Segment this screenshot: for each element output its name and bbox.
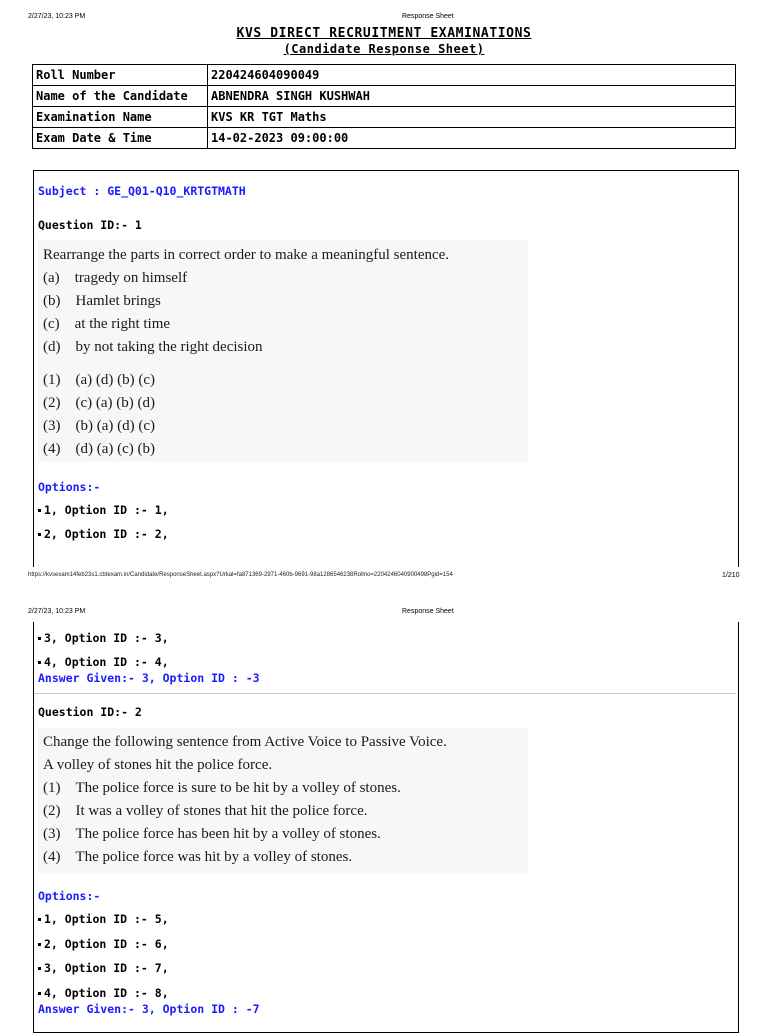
options-heading: Options:- — [38, 480, 101, 494]
question-text: (1) The police force is sure to be hit by a volley of stones. — [43, 780, 401, 796]
option-item — [38, 961, 169, 975]
question-text: (4) (d) (a) (c) (b) — [43, 441, 156, 457]
option-item — [38, 937, 169, 951]
option-text: 1, Option ID :- 1, — [44, 503, 169, 517]
question-id: Question ID:- 2 — [38, 705, 142, 719]
bullet-icon — [38, 637, 41, 640]
option-item — [38, 631, 169, 645]
bullet-icon — [38, 509, 41, 512]
question-text: (1) (a) (d) (b) (c) — [43, 372, 156, 388]
option-text: 4, Option ID :- 4, — [44, 655, 169, 669]
option-item — [38, 527, 169, 541]
question-text: Change the following sentence from Active Voice to Passive Voice. — [43, 734, 447, 750]
info-value: 220424604090049 — [208, 65, 736, 86]
option-text: 4, Option ID :- 8, — [44, 986, 169, 1000]
question-text: (a) tragedy on himself — [43, 270, 188, 286]
info-label: Name of the Candidate — [33, 86, 208, 107]
info-label: Examination Name — [33, 107, 208, 128]
question-text: A volley of stones hit the police force. — [43, 757, 273, 773]
question-text: (2) It was a volley of stones that hit the police force. — [43, 803, 368, 819]
subject-heading: Subject : GE_Q01-Q10_KRTGTMATH — [38, 184, 246, 198]
option-item — [38, 655, 169, 669]
print-date: 2/27/23, 10:23 PM — [28, 608, 86, 615]
print-title: Response Sheet — [402, 13, 454, 20]
table-row — [33, 128, 736, 149]
sheet-subtitle: (Candidate Response Sheet) — [283, 42, 485, 56]
question-text: (c) at the right time — [43, 316, 171, 332]
question-text: (3) (b) (a) (d) (c) — [43, 418, 156, 434]
table-row — [33, 107, 736, 128]
info-value: KVS KR TGT Maths — [208, 107, 736, 128]
option-item — [38, 503, 169, 517]
bullet-icon — [38, 661, 41, 664]
print-date: 2/27/23, 10:23 PM — [28, 13, 86, 20]
option-text: 2, Option ID :- 6, — [44, 937, 169, 951]
question-text: (b) Hamlet brings — [43, 293, 161, 309]
question-id: Question ID:- 1 — [38, 218, 142, 232]
info-value: 14-02-2023 09:00:00 — [208, 128, 736, 149]
question-text: (d) by not taking the right decision — [43, 339, 263, 355]
question-divider — [34, 693, 736, 694]
option-item — [38, 912, 169, 926]
option-text: 3, Option ID :- 3, — [44, 631, 169, 645]
candidate-info-table — [32, 64, 736, 149]
answer-given: Answer Given:- 3, Option ID : -7 — [38, 1002, 260, 1016]
options-heading: Options:- — [38, 889, 101, 903]
option-text: 2, Option ID :- 2, — [44, 527, 169, 541]
table-row — [33, 65, 736, 86]
bullet-icon — [38, 943, 41, 946]
bullet-icon — [38, 967, 41, 970]
question-text: Rearrange the parts in correct order to make a meaningful sentence. — [43, 247, 450, 263]
table-row — [33, 86, 736, 107]
option-text: 1, Option ID :- 5, — [44, 912, 169, 926]
option-item — [38, 986, 169, 1000]
info-value: ABNENDRA SINGH KUSHWAH — [208, 86, 736, 107]
page-number: 1/210 — [722, 572, 740, 579]
question-text: (4) The police force was hit by a volley of stones. — [43, 849, 353, 865]
option-text: 3, Option ID :- 7, — [44, 961, 169, 975]
bullet-icon — [38, 918, 41, 921]
exam-title: KVS DIRECT RECRUITMENT EXAMINATIONS — [236, 26, 532, 41]
question-text: (3) The police force has been hit by a volley of stones. — [43, 826, 381, 842]
bullet-icon — [38, 533, 41, 536]
bullet-icon — [38, 992, 41, 995]
print-title: Response Sheet — [402, 608, 454, 615]
info-label: Roll Number — [33, 65, 208, 86]
footer-url: https://kvsexam14feb23s1.cbtexam.in/Candidate/ResponseSheet.aspx?Urkal=fa871369-2971-460b-9691-98a1286546238Rollno=2204246040900498Pgid=154 — [28, 572, 453, 578]
question-text: (2) (c) (a) (b) (d) — [43, 395, 156, 411]
answer-given: Answer Given:- 3, Option ID : -3 — [38, 671, 260, 685]
info-label: Exam Date & Time — [33, 128, 208, 149]
